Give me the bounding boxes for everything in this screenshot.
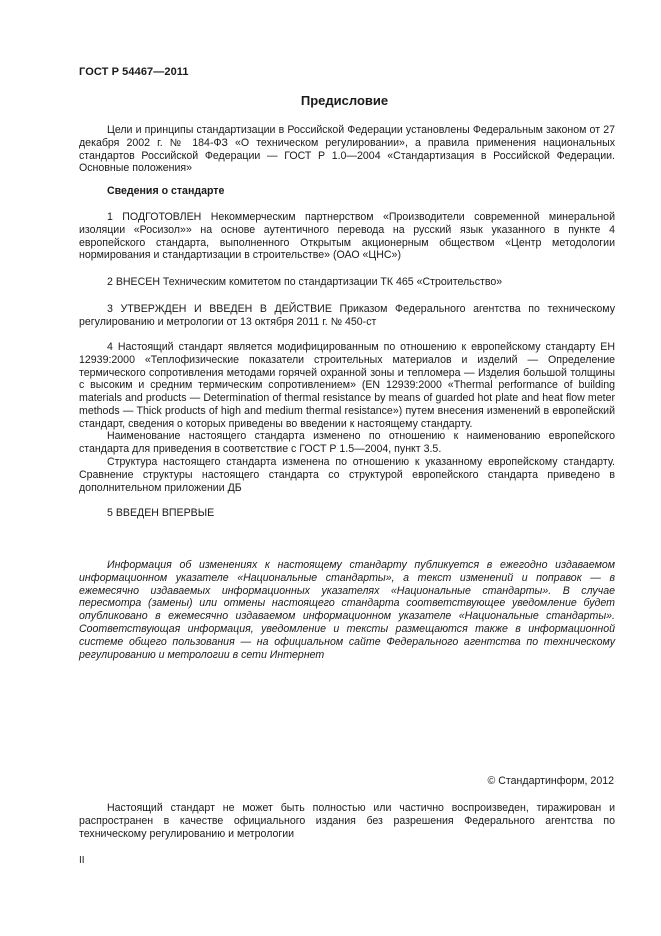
item-4-paragraph: 4 Настоящий стандарт является модифицированным по отношению к европейскому стандарту ЕН 12939:2000 «Теплофизические показатели строительных материалов и изделий — Определение термического сопротивления методами горячей охранной зоны и тепломера — Изделия большой толщины с высоким и средним термическим сопротивлением» (EN 12939:2000 «Thermal performance of building materials and products — Determination of thermal resistance by means of guarded hot plate and heat flow meter methods — Thick products of high and medium thermal resistance») путем внесения изменений в европейский стандарт, сведения о которых приведены во введении к настоящему стандарту.	[79, 341, 615, 430]
notice-paragraph: Информация об изменениях к настоящему стандарту публикуется в ежегодно издаваемом информационном указателе «Национальные стандарты», а текст изменений и поправок — в ежемесячно издаваемых информационных указателях «Национальные стандарты». В случае пересмотра (замены) или отмены настоящего стандарта соответствующее уведомление будет опубликовано в ежемесячно издаваемом информационном указателе «Национальные стандарты». Соответствующая информация, уведомление и тексты размещаются также в информационной системе общего пользования — на официальном сайте Федерального агентства по техническому регулированию и метрологии в сети Интернет	[79, 559, 615, 661]
item-5-paragraph: 5 ВВЕДЕН ВПЕРВЫЕ	[107, 507, 215, 519]
page-title: Предисловие	[300, 93, 389, 108]
item-2-paragraph: 2 ВНЕСЕН Техническим комитетом по стандартизации ТК 465 «Строительство»	[107, 276, 503, 288]
intro-paragraph: Цели и принципы стандартизации в Российской Федерации установлены Федеральным законом от 27 декабря 2002 г. № 184-ФЗ «О техническом регулировании», а правила применения национальных стандартов Российской Федерации — ГОСТ Р 1.0—2004 «Стандартизация в Российской Федерации. Основные положения»	[79, 124, 615, 175]
item-3-paragraph: 3 УТВЕРЖДЕН И ВВЕДЕН В ДЕЙСТВИЕ Приказом Федерального агентства по техническому регулированию и метрологии от 13 октября 2011 г. № 450-ст	[79, 303, 615, 328]
section-subheading: Сведения о стандарте	[107, 185, 225, 197]
item-1-paragraph: 1 ПОДГОТОВЛЕН Некоммерческим партнерством «Производители современной минеральной изоляции «Росизол»» на основе аутентичного перевода на русский язык указанного в пункте 4 европейского стандарта, выполненного Открытым акционерным обществом «Центр методологии нормирования и стандартизации в строительстве» (ОАО «ЦНС»)	[79, 211, 615, 262]
legal-notice-paragraph: Настоящий стандарт не может быть полностью или частично воспроизведен, тиражирован и распространен в качестве официального издания без разрешения Федерального агентства по техническому регулированию и метрологии	[79, 802, 615, 840]
standard-code-header: ГОСТ Р 54467—2011	[79, 66, 189, 78]
copyright-line: © Стандартинформ, 2012	[487, 775, 614, 787]
page-number: II	[79, 855, 85, 866]
item-4-name-paragraph: Наименование настоящего стандарта изменено по отношению к наименованию европейского стандарта для приведения в соответствие с ГОСТ Р 1.5—2004, пункт 3.5.	[79, 430, 615, 455]
item-4-structure-paragraph: Структура настоящего стандарта изменена по отношению к указанному европейскому стандарту. Сравнение структуры настоящего стандарта со структурой европейского стандарта приведено в дополнительном приложении ДБ	[79, 456, 615, 494]
